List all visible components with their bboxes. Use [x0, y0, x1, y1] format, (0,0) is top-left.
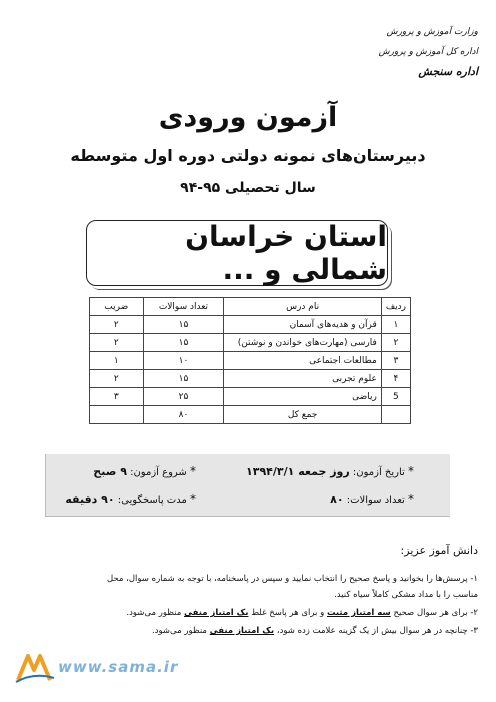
province-banner — [86, 220, 388, 286]
greeting: دانش آموز عزیز: — [400, 544, 478, 557]
subject-name: قرآن و هدیه‌های آسمان — [224, 316, 381, 334]
total-empty-cell — [381, 406, 410, 424]
coefficient: ۲ — [90, 316, 144, 334]
col-header-subject: نام درس — [224, 298, 381, 316]
instruction-2 — [8, 604, 478, 622]
coefficient: ۲ — [90, 370, 144, 388]
subjects-table — [89, 297, 411, 424]
table-row — [90, 352, 411, 370]
star-icon: * — [190, 492, 196, 506]
question-count: ۱۰ — [143, 352, 224, 370]
website-logo-text: www.sama.ir — [58, 658, 179, 676]
instruction-text: منظور می‌شود. — [126, 608, 182, 618]
academic-year: سال تحصیلی ۹۵-۹۴ — [180, 180, 316, 196]
exam-duration-label: مدت پاسخگویی: — [117, 495, 187, 506]
positive-score-emphasis: سه امتیاز مثبت — [326, 608, 391, 618]
negative-score-emphasis: یک امتیاز منفی — [184, 608, 249, 618]
exam-subtitle: دبیرستان‌های نمونه دولتی دوره اول متوسطه — [70, 146, 426, 165]
exam-date-label: تاریخ آزمون: — [352, 467, 405, 478]
table-row — [90, 388, 411, 406]
instruction-number: ۲- — [470, 608, 478, 618]
org-header — [328, 22, 478, 82]
total-label: جمع کل — [224, 406, 381, 424]
subject-name: فارسی (مهارت‌های خواندن و نوشتن) — [224, 334, 381, 352]
exam-date-value: روز جمعه ۱۳۹۴/۳/۱ — [246, 465, 350, 478]
province-name: استان خراسان شمالی و ... — [185, 220, 387, 286]
row-number: ۱ — [381, 316, 410, 334]
row-number: 5 — [381, 388, 410, 406]
total-value: ۸۰ — [143, 406, 224, 424]
org-line-assessment: اداره سنجش — [418, 65, 478, 78]
table-row — [90, 370, 411, 388]
row-number: ۲ — [381, 334, 410, 352]
question-count: ۱۵ — [143, 334, 224, 352]
instruction-text: منظور می‌شود. — [152, 626, 207, 636]
total-empty-cell — [90, 406, 144, 424]
row-number: ۴ — [381, 370, 410, 388]
exam-title: آزمون ورودی — [158, 102, 338, 133]
star-icon: * — [190, 464, 196, 478]
row-number: ۳ — [381, 352, 410, 370]
instruction-number: ۱- — [470, 574, 478, 584]
question-count: ۱۵ — [143, 370, 224, 388]
table-row — [90, 316, 411, 334]
col-header-row-number: ردیف — [381, 298, 410, 316]
instruction-3 — [8, 622, 478, 640]
exam-start-label: شروع آزمون: — [130, 467, 187, 478]
question-count: ۱۵ — [143, 316, 224, 334]
coefficient: ۳ — [90, 388, 144, 406]
subject-name: ریاضی — [224, 388, 381, 406]
star-icon: * — [408, 492, 414, 506]
coefficient: ۱ — [90, 352, 144, 370]
instruction-text: مناسب را با مداد مشکی کاملاً سیاه کنید. — [334, 590, 478, 600]
instruction-text: و برای هر پاسخ غلط — [251, 608, 325, 618]
instruction-text: پرسش‌ها را بخوانید و پاسخ صحیح را انتخاب نمایید و سپس در پاسخنامه، با توجه به شماره سوال، محل — [106, 574, 468, 584]
star-icon: * — [408, 464, 414, 478]
question-total — [330, 492, 414, 506]
org-line-department: اداره کل آموزش و پرورش — [378, 47, 478, 57]
exam-duration — [65, 492, 196, 506]
exam-date — [246, 464, 414, 478]
table-row — [90, 334, 411, 352]
instruction-number: ۳- — [470, 626, 478, 636]
question-total-value: ۸۰ — [330, 493, 344, 506]
instruction-text: چنانچه در هر سوال بیش از یک گزینه علامت زده شود، — [276, 626, 468, 636]
table-total-row — [90, 406, 411, 424]
table-header-row — [90, 298, 411, 316]
col-header-question-count: تعداد سوالات — [143, 298, 224, 316]
question-count: ۲۵ — [143, 388, 224, 406]
negative-score-emphasis: یک امتیاز منفی — [209, 626, 275, 636]
coefficient: ۲ — [90, 334, 144, 352]
exam-start — [93, 464, 196, 478]
exam-start-value: ۹ صبح — [93, 465, 127, 478]
exam-duration-value: ۹۰ دقیقه — [65, 493, 115, 506]
subject-name: علوم تجربی — [224, 370, 381, 388]
subject-name: مطالعات اجتماعی — [224, 352, 381, 370]
col-header-coefficient: ضریب — [90, 298, 144, 316]
org-line-ministry: وزارت آموزش و پرورش — [386, 27, 478, 37]
question-total-label: تعداد سوالات: — [346, 495, 405, 506]
instruction-1-continued — [8, 586, 478, 604]
instruction-text: برای هر سوال صحیح — [393, 608, 468, 618]
